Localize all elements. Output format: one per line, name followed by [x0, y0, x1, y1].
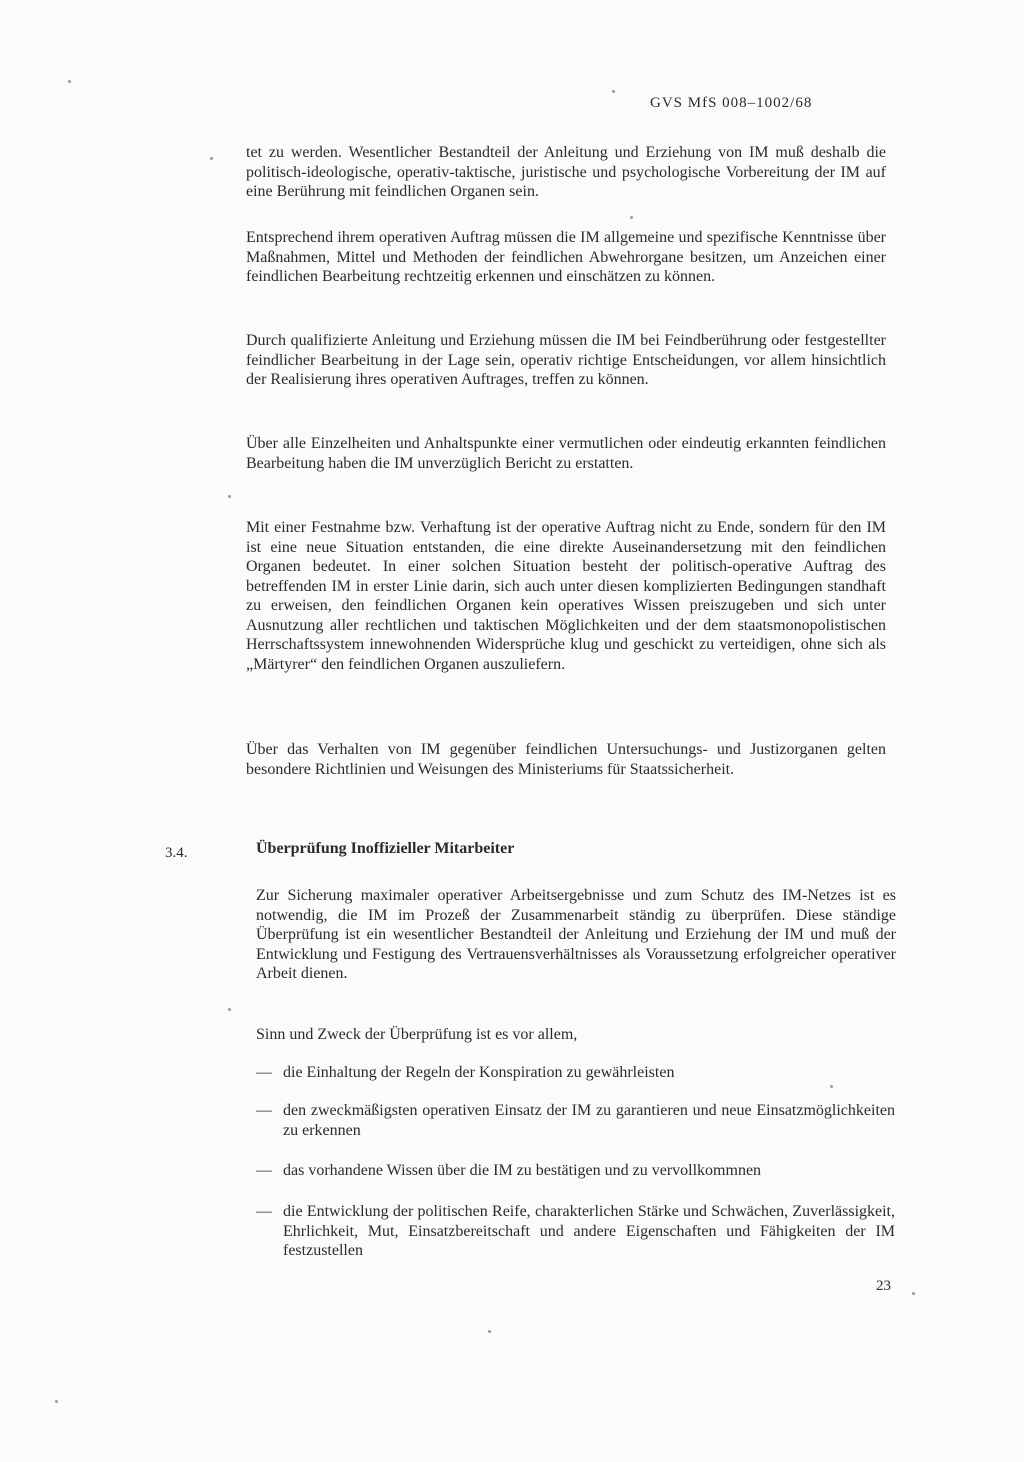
scan-speck — [228, 1008, 231, 1011]
section-intro: Zur Sicherung maximaler operativer Arbeitsergebnisse und zum Schutz des IM-Netzes ist es notwendig, die IM im Prozeß der Zusammenarbeit ständig zu überprüfen. Diese ständige Überprüfung ist ein wesentlicher Bestandteil der Anleitung und Erziehung der IM und muß der Entwicklung und Festigung des Vertrauensverhältnisses als Voraussetzung erfolgreicher operativer Arbeit dienen. — [256, 887, 896, 982]
list-item-text: den zweckmäßigsten operativen Einsatz der IM zu garantieren und neue Einsatzmöglichkeiten zu erkennen — [283, 1102, 895, 1139]
scan-speck — [228, 495, 231, 498]
paragraph: Über das Verhalten von IM gegenüber feindlichen Untersuchungs- und Justizorganen gelten besondere Richtlinien und Weisungen des Ministeriums für Staatssicherheit. — [246, 741, 886, 778]
section-heading: Überprüfung Inoffizieller Mitarbeiter — [256, 840, 515, 857]
section-purpose: Sinn und Zweck der Überprüfung ist es vor allem, — [256, 1026, 578, 1043]
scan-speck — [830, 1085, 833, 1088]
page-number: 23 — [876, 1278, 891, 1294]
scan-speck — [55, 1400, 58, 1403]
scan-speck — [488, 1330, 491, 1333]
scan-speck — [912, 1292, 915, 1295]
list-item-text: das vorhandene Wissen über die IM zu bestätigen und zu vervollkommnen — [283, 1162, 762, 1179]
paragraph: Entsprechend ihrem operativen Auftrag müssen die IM allgemeine und spezifische Kenntnisse über Maßnahmen, Mittel und Methoden der feindlichen Abwehrorgane besitzen, um Anzeichen einer feindlichen Bearbeitung rechtzeitig erkennen und einschätzen zu können. — [246, 229, 886, 285]
dash-marker: — — [256, 1162, 272, 1179]
dash-marker: — — [256, 1064, 272, 1081]
document-reference: GVS MfS 008–1002/68 — [650, 95, 813, 111]
paragraph: tet zu werden. Wesentlicher Bestandteil der Anleitung und Erziehung von IM muß deshalb die politisch-ideologische, operativ-taktische, juristische und psychologische Vorbereitung der IM auf eine Berührung mit feindlichen Organen sein. — [246, 144, 886, 200]
list-item-text: die Entwicklung der politischen Reife, charakterlichen Stärke und Schwächen, Zuverlässigkeit, Ehrlichkeit, Mut, Einsatzbereitschaft und andere Eigenschaften und Fähigkeiten der IM festzustellen — [283, 1203, 895, 1259]
section-number: 3.4. — [165, 845, 188, 861]
paragraph: Über alle Einzelheiten und Anhaltspunkte einer vermutlichen oder eindeutig erkannten feindlichen Bearbeitung haben die IM unverzüglich Bericht zu erstatten. — [246, 435, 886, 472]
scan-speck — [612, 90, 615, 93]
paragraph: Durch qualifizierte Anleitung und Erziehung müssen die IM bei Feindberührung oder festgestellter feindlicher Bearbeitung in der Lage sein, operativ richtige Entscheidungen, vor allem hinsichtlich der Realisierung ihres operativen Auftrages, treffen zu können. — [246, 332, 886, 388]
list-item-text: die Einhaltung der Regeln der Konspiration zu gewährleisten — [283, 1064, 675, 1081]
paragraph: Mit einer Festnahme bzw. Verhaftung ist der operative Auftrag nicht zu Ende, sondern für den IM ist eine neue Situation entstanden, die eine direkte Auseinandersetzung mit den feindlichen Organen bedeutet. In einer solchen Situation besteht der politisch-operative Auftrag des betreffenden IM in erster Linie darin, sich auch unter diesen komplizierten Bedingungen standhaft zu erweisen, den feindlichen Organen kein operatives Wissen preiszugeben und sich unter Ausnutzung aller rechtlichen und taktischen Möglichkeiten und der dem staatsmonopolistischen Herrschaftssystem innewohnenden Widersprüche klug und geschickt zu verteidigen, ohne sich als „Märtyrer“ den feindlichen Organen auszuliefern. — [246, 519, 886, 673]
scan-speck — [210, 157, 213, 160]
scan-speck — [68, 80, 71, 83]
dash-marker: — — [256, 1102, 272, 1119]
scan-speck — [630, 216, 633, 219]
dash-marker: — — [256, 1203, 272, 1220]
